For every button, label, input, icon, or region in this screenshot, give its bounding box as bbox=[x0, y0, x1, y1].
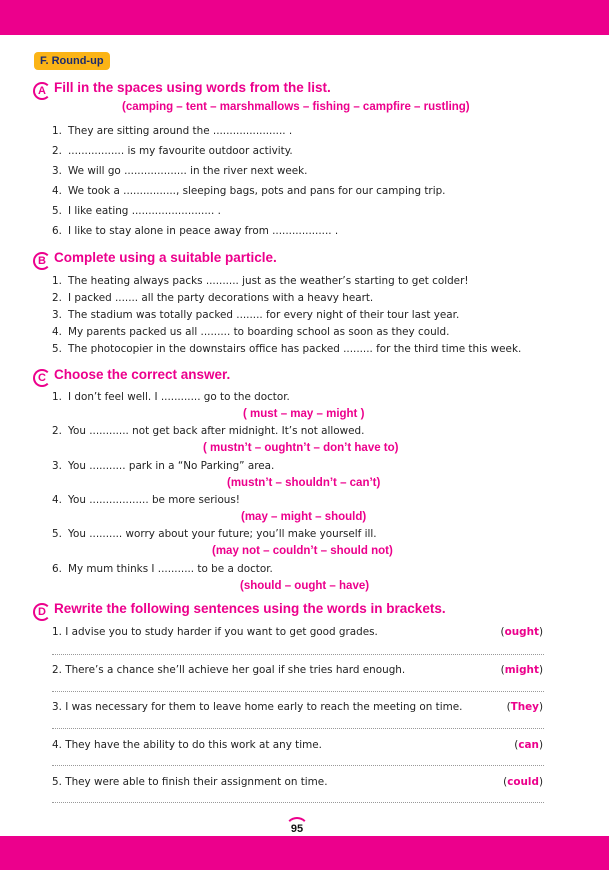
list-item bbox=[52, 165, 307, 177]
item-number: 5. bbox=[52, 528, 62, 540]
item-text: They are sitting around the ...................... . bbox=[68, 125, 293, 137]
item-number: 1. bbox=[52, 275, 62, 287]
item-text: My parents packed us all ......... to boarding school as soon as they could. bbox=[68, 326, 450, 338]
list-item bbox=[52, 205, 221, 217]
bracket-word: (might) bbox=[500, 664, 543, 676]
item-text: I like to stay alone in peace away from .................. . bbox=[68, 225, 339, 237]
item-number: 3. bbox=[52, 309, 62, 321]
item-text: ................. is my favourite outdoor activity. bbox=[68, 145, 293, 157]
answer-options: (should – ought – have) bbox=[240, 580, 370, 592]
list-item bbox=[52, 125, 292, 137]
item-text: The photocopier in the downstairs office has packed ......... for the third time this week. bbox=[68, 343, 522, 355]
item-text: You ............ not get back after midnight. It’s not allowed. bbox=[68, 425, 365, 437]
answer-line[interactable] bbox=[52, 728, 544, 729]
list-item bbox=[52, 343, 521, 355]
answer-options: (mustn’t – shouldn’t – can’t) bbox=[227, 477, 381, 489]
bracket-word: (ought) bbox=[500, 626, 543, 638]
section-c-heading: Choose the correct answer. bbox=[54, 367, 231, 382]
top-banner bbox=[0, 0, 609, 35]
item-text: The stadium was totally packed ........ for every night of their tour last year. bbox=[68, 309, 460, 321]
item-number: 1. bbox=[52, 391, 62, 403]
item-text: You .......... worry about your future; you’ll make yourself ill. bbox=[68, 528, 377, 540]
item-number: 4. bbox=[52, 185, 62, 197]
page-number bbox=[283, 817, 311, 836]
page-number-text: 95 bbox=[290, 823, 304, 835]
bottom-banner bbox=[0, 836, 609, 870]
section-b-heading: Complete using a suitable particle. bbox=[54, 250, 277, 265]
list-item bbox=[52, 145, 293, 157]
section-a-title bbox=[33, 80, 331, 100]
section-b-title bbox=[33, 250, 277, 270]
letter-d-circle-icon: D bbox=[33, 603, 51, 621]
list-item bbox=[52, 425, 364, 437]
bracket-word: (can) bbox=[514, 739, 543, 751]
item-text: I like eating ......................... . bbox=[68, 205, 221, 217]
word-list: (camping – tent – marshmallows – fishing – campfire – rustling) bbox=[122, 101, 470, 113]
item-text: I don’t feel well. I ............ go to the doctor. bbox=[68, 391, 290, 403]
answer-line[interactable] bbox=[52, 654, 544, 655]
section-c-title bbox=[33, 367, 230, 387]
item-number: 6. bbox=[52, 563, 62, 575]
letter-a-circle-icon: A bbox=[33, 82, 51, 100]
rewrite-sentence: 4. They have the ability to do this work at any time. bbox=[52, 739, 322, 751]
item-number: 1. bbox=[52, 125, 62, 137]
answer-options: ( mustn’t – oughtn’t – don’t have to) bbox=[203, 442, 399, 454]
list-item bbox=[52, 309, 459, 321]
section-a-heading: Fill in the spaces using words from the list. bbox=[54, 80, 331, 95]
item-text: You .................. be more serious! bbox=[68, 494, 240, 506]
letter-c-circle-icon: C bbox=[33, 369, 51, 387]
list-item bbox=[52, 275, 469, 287]
rewrite-sentence: 3. I was necessary for them to leave home early to reach the meeting on time. bbox=[52, 701, 463, 713]
item-number: 3. bbox=[52, 460, 62, 472]
list-item bbox=[52, 563, 273, 575]
item-number: 4. bbox=[52, 326, 62, 338]
list-item bbox=[52, 391, 290, 403]
item-number: 4. bbox=[52, 494, 62, 506]
rewrite-sentence: 2. There’s a chance she’ll achieve her goal if she tries hard enough. bbox=[52, 664, 406, 676]
section-d-title bbox=[33, 601, 446, 621]
item-text: My mum thinks I ........... to be a doctor. bbox=[68, 563, 273, 575]
answer-options: (may not – couldn’t – should not) bbox=[212, 545, 393, 557]
rewrite-sentence: 1. I advise you to study harder if you want to get good grades. bbox=[52, 626, 378, 638]
list-item bbox=[52, 528, 377, 540]
answer-line[interactable] bbox=[52, 802, 544, 803]
item-number: 5. bbox=[52, 205, 62, 217]
list-item bbox=[52, 460, 274, 472]
unit-badge: F. Round-up bbox=[34, 52, 110, 70]
item-number: 5. bbox=[52, 343, 62, 355]
item-text: You ........... park in a “No Parking” area. bbox=[68, 460, 275, 472]
item-number: 3. bbox=[52, 165, 62, 177]
answer-line[interactable] bbox=[52, 691, 544, 692]
letter-b-circle-icon: B bbox=[33, 252, 51, 270]
rewrite-sentence: 5. They were able to finish their assignment on time. bbox=[52, 776, 328, 788]
item-text: We will go ................... in the river next week. bbox=[68, 165, 308, 177]
section-d-heading: Rewrite the following sentences using the words in brackets. bbox=[54, 601, 446, 616]
list-item bbox=[52, 326, 449, 338]
list-item bbox=[52, 185, 446, 197]
item-number: 2. bbox=[52, 292, 62, 304]
answer-line[interactable] bbox=[52, 765, 544, 766]
item-text: We took a ................, sleeping bags, pots and pans for our camping trip. bbox=[68, 185, 446, 197]
bracket-word: (They) bbox=[506, 701, 543, 713]
list-item bbox=[52, 292, 373, 304]
item-number: 6. bbox=[52, 225, 62, 237]
answer-options: ( must – may – might ) bbox=[243, 408, 365, 420]
item-number: 2. bbox=[52, 425, 62, 437]
item-text: I packed ....... all the party decorations with a heavy heart. bbox=[68, 292, 374, 304]
list-item bbox=[52, 225, 338, 237]
list-item bbox=[52, 494, 240, 506]
answer-options: (may – might – should) bbox=[241, 511, 367, 523]
bracket-word: (could) bbox=[503, 776, 543, 788]
item-text: The heating always packs .......... just as the weather’s starting to get colder! bbox=[68, 275, 469, 287]
item-number: 2. bbox=[52, 145, 62, 157]
